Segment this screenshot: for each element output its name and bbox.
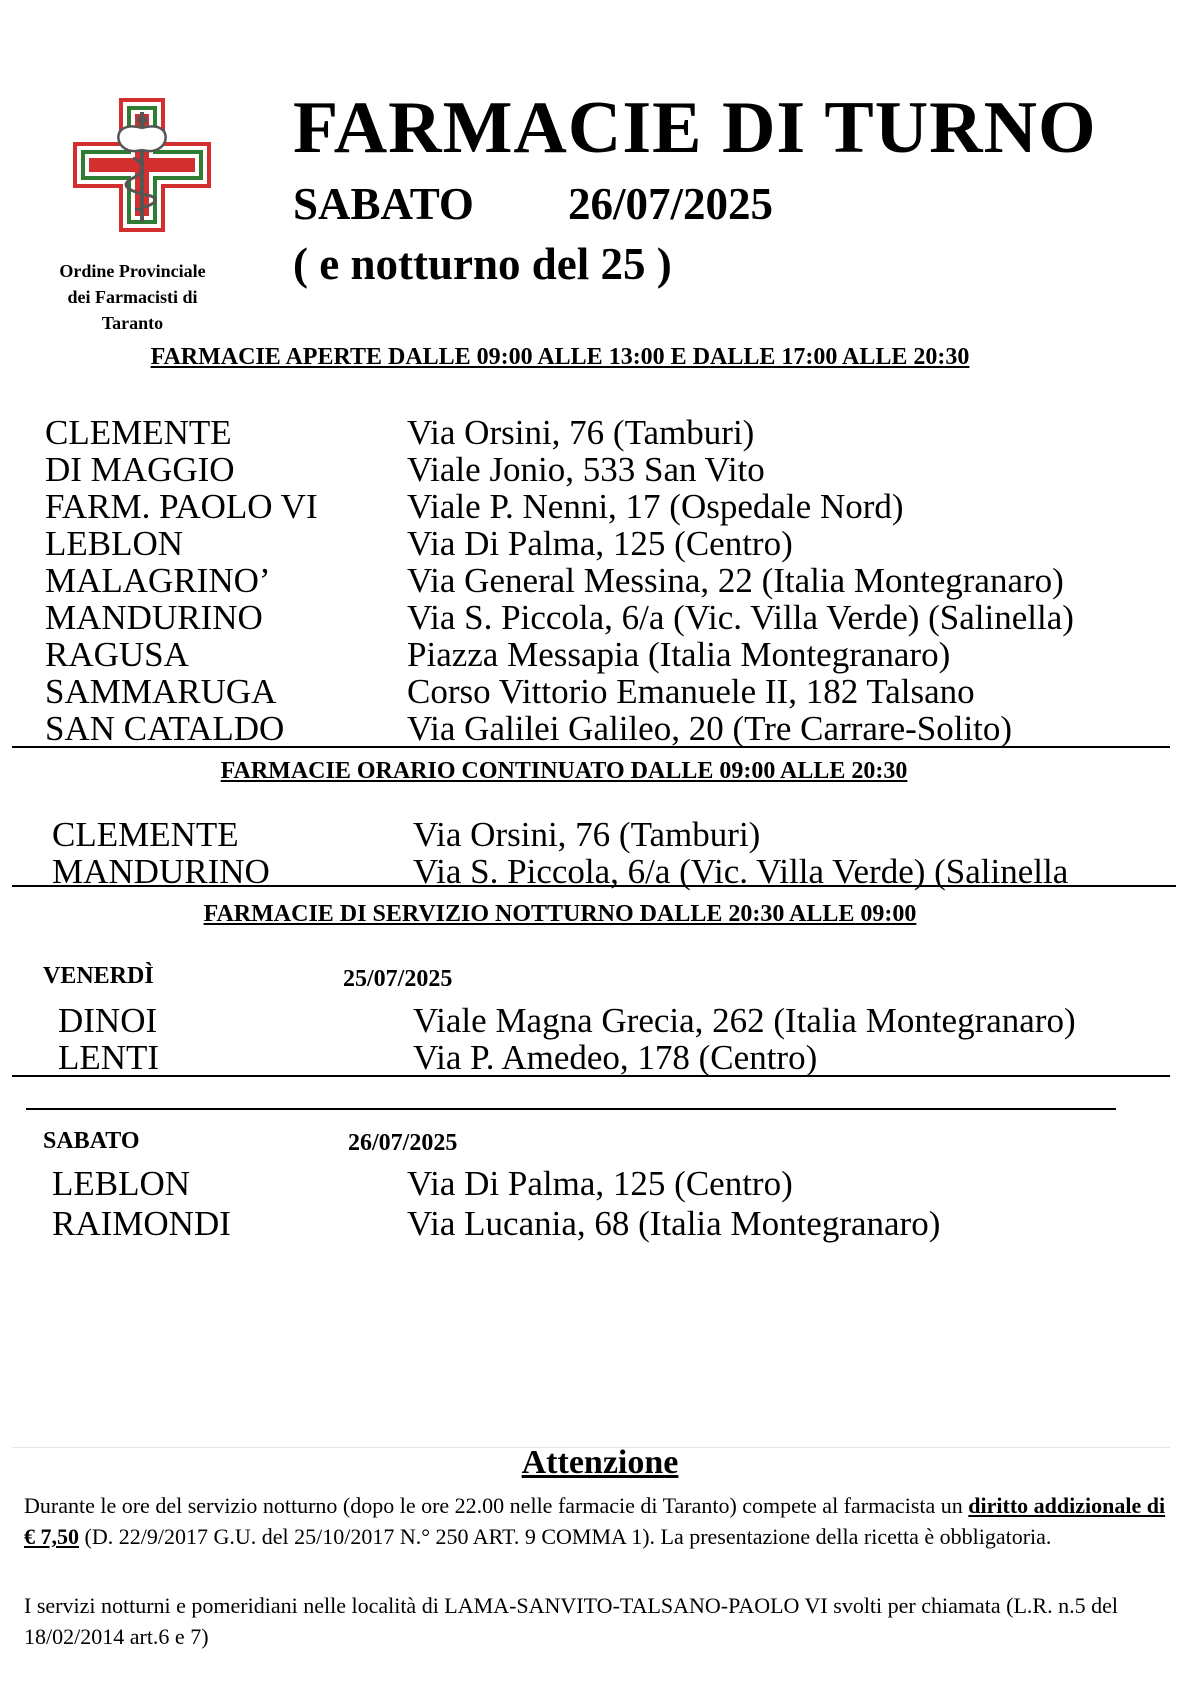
pharmacy-address: Via S. Piccola, 6/a (Vic. Villa Verde) (Salinella) xyxy=(407,598,1074,637)
pharmacy-address: Via Di Palma, 125 (Centro) xyxy=(407,524,793,563)
pharmacy-address: Via S. Piccola, 6/a (Vic. Villa Verde) (Salinella xyxy=(413,852,1069,891)
notice-fee-highlight: diritto addizionale di € 7,50 xyxy=(24,1493,1166,1549)
pharmacy-list-night-saturday xyxy=(52,1164,1192,1244)
pharmacy-address: Via Galilei Galileo, 20 (Tre Carrare-Solito) xyxy=(407,709,1013,748)
list-item xyxy=(52,816,1192,853)
pharmacy-address: Corso Vittorio Emanuele II, 182 Talsano xyxy=(407,672,975,711)
organization-line: dei Farmacisti di xyxy=(67,287,198,307)
divider xyxy=(26,1108,1116,1110)
list-item xyxy=(52,1204,1192,1244)
list-item xyxy=(58,1039,1198,1076)
notice-text: Durante le ore del servizio notturno (dopo le ore 22.00 nelle farmacie di Taranto) compete al farmacista un xyxy=(24,1493,969,1518)
list-item xyxy=(45,488,1185,525)
list-item xyxy=(45,525,1185,562)
pharmacy-address: Via General Messina, 22 (Italia Montegranaro) xyxy=(407,561,1064,600)
pharmacy-address: Piazza Messapia (Italia Montegranaro) xyxy=(407,635,951,674)
pharmacy-name: CLEMENTE xyxy=(45,413,232,452)
pharmacy-name: FARM. PAOLO VI xyxy=(45,487,318,526)
header-note: ( e notturno del 25 ) xyxy=(293,239,672,289)
pharmacy-name: SAMMARUGA xyxy=(45,672,277,711)
list-item xyxy=(45,636,1185,673)
notice-title: Attenzione xyxy=(521,1444,679,1481)
pharmacy-address: Via Lucania, 68 (Italia Montegranaro) xyxy=(407,1204,941,1243)
notice-paragraph: I servizi notturni e pomeridiani nelle località di LAMA-SANVITO-TALSANO-PAOLO VI svolti per chiamata (L.R. n.5 del 18/02/2014 art.6 e 7) xyxy=(24,1593,1118,1649)
pharmacy-address: Via Di Palma, 125 (Centro) xyxy=(407,1164,793,1203)
pharmacy-name: MALAGRINO’ xyxy=(45,561,271,600)
pharmacy-address: Viale Jonio, 533 San Vito xyxy=(407,450,765,489)
list-item xyxy=(45,451,1185,488)
night-date-label: 26/07/2025 xyxy=(348,1130,458,1156)
night-day-label: SABATO xyxy=(43,1128,140,1154)
divider xyxy=(12,885,1176,887)
pharmacy-name: SAN CATALDO xyxy=(45,709,285,748)
pharmacy-name: MANDURINO xyxy=(45,598,263,637)
pharmacy-name: DI MAGGIO xyxy=(45,450,235,489)
pharmacy-name: RAIMONDI xyxy=(52,1204,231,1243)
list-item xyxy=(52,1164,1192,1204)
list-item xyxy=(45,673,1185,710)
list-item xyxy=(58,1002,1198,1039)
pharmacy-address: Via P. Amedeo, 178 (Centro) xyxy=(413,1038,818,1077)
header-day: SABATO xyxy=(293,179,474,229)
pharmacy-cross-caduceus-icon xyxy=(73,98,211,232)
list-item xyxy=(45,710,1185,747)
list-item xyxy=(45,562,1185,599)
pharmacy-name: CLEMENTE xyxy=(52,815,239,854)
header-date: 26/07/2025 xyxy=(568,179,774,229)
pharmacy-list-open-hours xyxy=(45,414,1185,747)
pharmacy-address: Via Orsini, 76 (Tamburi) xyxy=(413,815,761,854)
list-item xyxy=(45,599,1185,636)
night-date-label: 25/07/2025 xyxy=(343,966,453,992)
section-heading-night-service: FARMACIE DI SERVIZIO NOTTURNO DALLE 20:30 ALLE 09:00 xyxy=(203,901,917,927)
pharmacy-name: MANDURINO xyxy=(52,852,270,891)
notice-paragraph xyxy=(24,1490,1174,1552)
pharmacy-list-continuous-hours xyxy=(52,816,1192,890)
pharmacy-list-night-friday xyxy=(58,1002,1198,1076)
page-title: FARMACIE DI TURNO xyxy=(293,87,1097,169)
pharmacy-name: DINOI xyxy=(58,1001,158,1040)
pharmacy-address: Viale Magna Grecia, 262 (Italia Montegranaro) xyxy=(413,1001,1076,1040)
pharmacy-address: Viale P. Nenni, 17 (Ospedale Nord) xyxy=(407,487,904,526)
organization-line: Ordine Provinciale xyxy=(59,261,206,281)
pharmacy-name: LENTI xyxy=(58,1038,160,1077)
pharmacy-name: LEBLON xyxy=(45,524,184,563)
notice-text: (D. 22/9/2017 G.U. del 25/10/2017 N.° 250 ART. 9 COMMA 1). La presentazione della ricetta è obbligatoria. xyxy=(79,1524,1052,1549)
pharmacy-name: LEBLON xyxy=(52,1164,191,1203)
night-day-label: VENERDÌ xyxy=(43,963,154,989)
list-item xyxy=(45,414,1185,451)
pharmacy-address: Via Orsini, 76 (Tamburi) xyxy=(407,413,755,452)
pharmacy-name: RAGUSA xyxy=(45,635,189,674)
divider xyxy=(12,1075,1170,1077)
section-heading-open-hours: FARMACIE APERTE DALLE 09:00 ALLE 13:00 E DALLE 17:00 ALLE 20:30 xyxy=(150,344,970,370)
organization-name xyxy=(30,258,235,336)
organization-line: Taranto xyxy=(101,313,164,333)
divider xyxy=(12,746,1170,748)
section-heading-continuous-hours: FARMACIE ORARIO CONTINUATO DALLE 09:00 ALLE 20:30 xyxy=(220,758,908,784)
